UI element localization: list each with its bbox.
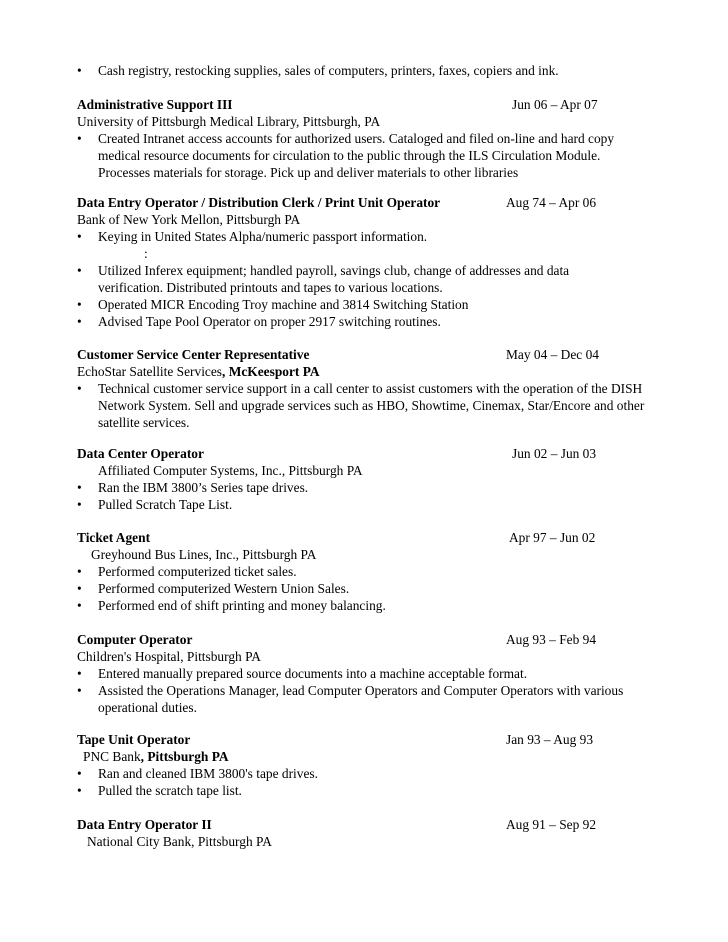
bullet-text: Performed computerized Western Union Sales. [98,581,350,596]
bullet-text: Performed end of shift printing and money balancing. [98,598,386,613]
company-name: Greyhound Bus Lines, Inc., Pittsburgh PA [91,547,317,562]
list-item [77,782,677,799]
job-title: Administrative Support III [77,97,233,112]
company-name: National City Bank, Pittsburgh PA [87,834,272,849]
company-name: Affiliated Computer Systems, Inc., Pittsburgh PA [98,463,363,478]
job-dates: Aug 91 – Sep 92 [506,817,597,832]
job-title: Computer Operator [77,632,193,647]
job-title: Data Center Operator [77,446,204,461]
job-title: Customer Service Center Representative [77,347,310,362]
bullet-list [77,262,637,330]
job-dates: Aug 74 – Apr 06 [506,195,597,210]
bullet-list [77,130,652,181]
list-item [77,665,637,682]
job-dates: Jun 06 – Apr 07 [512,97,598,112]
job-entry [77,631,677,716]
company-name: Children's Hospital, Pittsburgh PA [77,649,261,664]
list-item [77,130,652,181]
list-item [77,313,637,330]
stray-colon: : [144,246,148,261]
job-dates: Jun 02 – Jun 03 [512,446,597,461]
job-title: Data Entry Operator II [77,817,212,832]
company-name-text: EchoStar Satellite Services [77,364,223,379]
bullet-marker: • [77,480,82,495]
bullet-list [77,563,677,614]
bullet-list [77,765,677,799]
job-title: Ticket Agent [77,530,151,545]
job-dates: May 04 – Dec 04 [506,347,599,362]
list-item [77,682,637,716]
job-title: Tape Unit Operator [77,732,191,747]
job-dates: Jan 93 – Aug 93 [506,732,594,747]
bullet-text: Pulled the scratch tape list. [98,783,242,798]
job-dates: Apr 97 – Jun 02 [509,530,596,545]
job-entry [77,346,677,431]
job-entry [77,194,677,330]
list-item [77,380,649,431]
bullet-marker: • [77,598,82,613]
company-name: Bank of New York Mellon, Pittsburgh PA [77,212,301,227]
bullet-text: Assisted the Operations Manager, lead Computer Operators and Computer Operators with various operational duties. [98,683,624,715]
bullet-marker: • [77,766,82,781]
bullet-text: Cash registry, restocking supplies, sales of computers, printers, faxes, copiers and ink. [98,63,559,78]
bullet-text: Ran and cleaned IBM 3800's tape drives. [98,766,318,781]
bullet-marker: • [77,131,82,146]
list-item [77,765,677,782]
list-item [77,580,677,597]
job-title: Data Entry Operator / Distribution Clerk / Print Unit Operator [77,195,441,210]
top-bullet-item [77,62,668,79]
bullet-marker: • [77,783,82,798]
list-item [77,496,677,513]
bullet-text: Performed computerized ticket sales. [98,564,297,579]
list-item [77,296,637,313]
bullet-marker: • [77,263,82,278]
bullet-text: Utilized Inferex equipment; handled payroll, savings club, change of addresses and data verification. Distributed printouts and tapes to various locations. [98,263,570,295]
bullet-list [77,228,637,245]
list-item [77,597,677,614]
bullet-marker: • [77,381,82,396]
job-entry [77,816,677,850]
list-item [77,262,637,296]
bullet-marker: • [77,229,82,244]
company-name-text: PNC Bank [83,749,141,764]
bullet-text: Entered manually prepared source documents into a machine acceptable format. [98,666,528,681]
bullet-text: Ran the IBM 3800’s Series tape drives. [98,480,309,495]
bullet-marker: • [77,297,82,312]
list-item [77,479,677,496]
job-entry [77,731,677,799]
bullet-list [77,380,649,431]
bullet-text: Technical customer service support in a call center to assist customers with the operation of the DISH Network System. Sell and upgrade services such as HBO, Showtime, Cinemax, Star/Encore and other satellite services. [98,381,645,430]
bullet-list [77,479,677,513]
company-location: , McKeesport PA [222,364,320,379]
bullet-marker: • [77,666,82,681]
bullet-text: Advised Tape Pool Operator on proper 2917 switching routines. [98,314,441,329]
bullet-marker: • [77,564,82,579]
company-name [77,748,677,765]
job-entry [77,445,677,513]
company-location: , Pittsburgh PA [140,749,229,764]
job-dates: Aug 93 – Feb 94 [506,632,597,647]
bullet-text: Operated MICR Encoding Troy machine and 3814 Switching Station [98,297,469,312]
bullet-marker: • [77,63,82,78]
list-item [77,563,677,580]
bullet-marker: • [77,497,82,512]
bullet-marker: • [77,314,82,329]
bullet-marker: • [77,581,82,596]
company-name: University of Pittsburgh Medical Library, Pittsburgh, PA [77,114,381,129]
job-entry [77,529,677,614]
list-item [77,228,637,245]
bullet-text: Pulled Scratch Tape List. [98,497,233,512]
job-entry [77,96,677,181]
bullet-marker: • [77,683,82,698]
company-name [77,363,677,380]
bullet-list [77,665,637,716]
bullet-text: Keying in United States Alpha/numeric passport information. [98,229,428,244]
bullet-text: Created Intranet access accounts for authorized users. Cataloged and filed on-line and hard copy medical resource documents for circulation to the public through the ILS Circulation Module. Processes materials for storage. Pick up and deliver materials to other libraries [98,131,615,180]
